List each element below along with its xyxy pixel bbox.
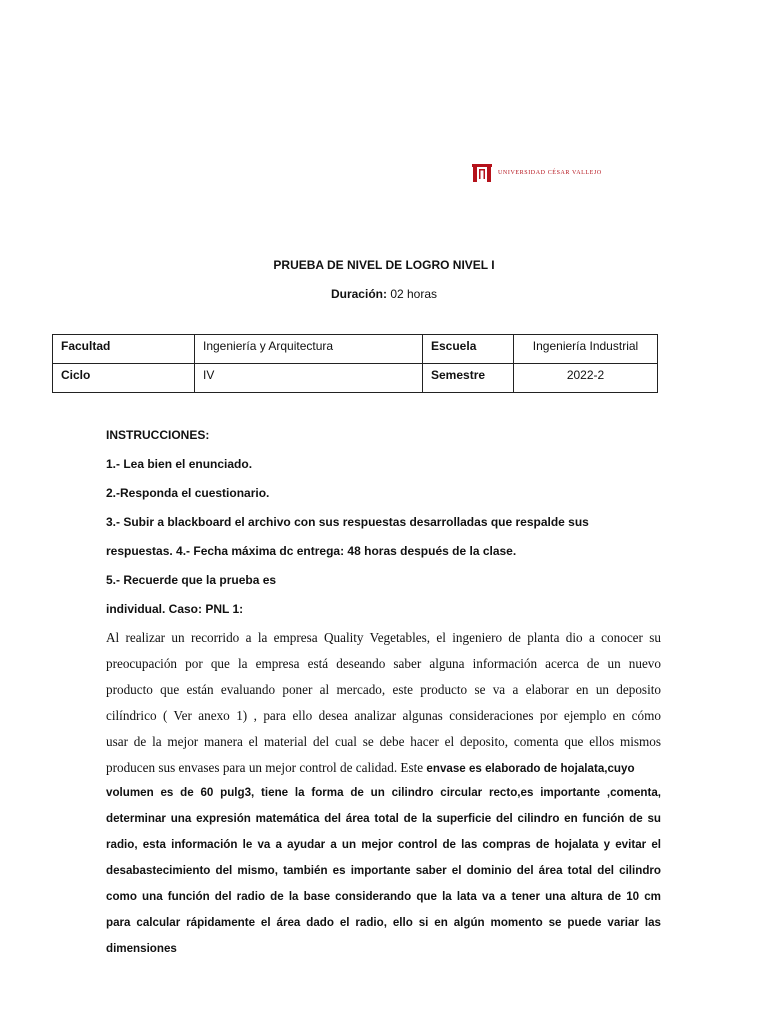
semestre-label: Semestre — [423, 364, 514, 393]
semestre-value: 2022-2 — [514, 364, 658, 393]
duration-label: Duración: — [330, 287, 387, 301]
ucv-logo-icon — [472, 164, 492, 182]
table-row — [53, 335, 658, 364]
case-line-serif-part: producen sus envases para un mejor control de calidad. Este — [106, 760, 424, 775]
case-paragraph-serif — [106, 625, 661, 781]
case-line-mixed — [106, 755, 661, 781]
ciclo-label: Ciclo — [53, 364, 195, 393]
instruction-item-3: 3.- Subir a blackboard el archivo con sus respuestas desarrolladas que respalde sus — [106, 515, 589, 529]
duration-line — [0, 287, 768, 301]
case-line: Al realizar un recorrido a la empresa Quality Vegetables, el ingeniero de planta dio a conocer su — [106, 630, 661, 645]
document-title: PRUEBA DE NIVEL DE LOGRO NIVEL I — [273, 258, 495, 272]
instruction-item-4: respuestas. 4.- Fecha máxima dc entrega: 48 horas después de la clase. — [106, 544, 517, 558]
case-line: preocupación por que la empresa está deseando saber alguna información acerca de un nuevo — [106, 656, 661, 671]
facultad-value: Ingeniería y Arquitectura — [195, 335, 423, 364]
case-line: usar de la mejor manera el material del cual se debe hacer el deposito, comenta que ellos mismos — [106, 734, 661, 749]
case-line: determinar una expresión matemática del área total de la superficie del cilindro en función de su — [106, 812, 661, 825]
university-logo — [472, 164, 602, 182]
instructions-heading: INSTRUCCIONES: — [106, 428, 210, 442]
case-paragraph-bold — [106, 780, 661, 962]
instruction-item-2: 2.-Responda el cuestionario. — [106, 486, 270, 500]
case-line: volumen es de 60 pulg3, tiene la forma de un cilindro circular recto,es importante ,comenta, — [106, 786, 661, 799]
case-line: para calcular rápidamente el área dado el radio, ello si en algún momento se puede variar las — [106, 916, 661, 929]
table-row — [53, 364, 658, 393]
facultad-label: Facultad — [53, 335, 195, 364]
case-line: desabastecimiento del mismo, también es importante saber el dominio del área total del cilindro — [106, 864, 661, 877]
duration-value: 02 horas — [390, 287, 438, 301]
escuela-value: Ingeniería Industrial — [514, 335, 658, 364]
instruction-item-1: 1.- Lea bien el enunciado. — [106, 457, 253, 471]
case-line: radio, esta información le va a ayudar a un mejor control de las compras de hojalata y evitar el — [106, 838, 661, 851]
escuela-label: Escuela — [423, 335, 514, 364]
case-line: producto que están evaluando poner al mercado, este producto se va a elaborar en un deposito — [106, 682, 661, 697]
case-line: cilíndrico ( Ver anexo 1) , para ello desea analizar algunas consideraciones por ejemplo en cómo — [106, 708, 661, 723]
case-line: como una función del radio de la base considerando que la lata va a tener una altura de 10 cm — [106, 890, 661, 903]
case-heading: individual. Caso: PNL 1: — [106, 602, 244, 616]
ciclo-value: IV — [195, 364, 423, 393]
course-info-table — [52, 334, 658, 393]
logo-text: UNIVERSIDAD CÉSAR VALLEJO — [498, 170, 602, 176]
case-line-bold-part: envase es elaborado de hojalata,cuyo — [426, 762, 635, 775]
instruction-item-5: 5.- Recuerde que la prueba es — [106, 573, 277, 587]
case-line: dimensiones — [106, 942, 177, 955]
